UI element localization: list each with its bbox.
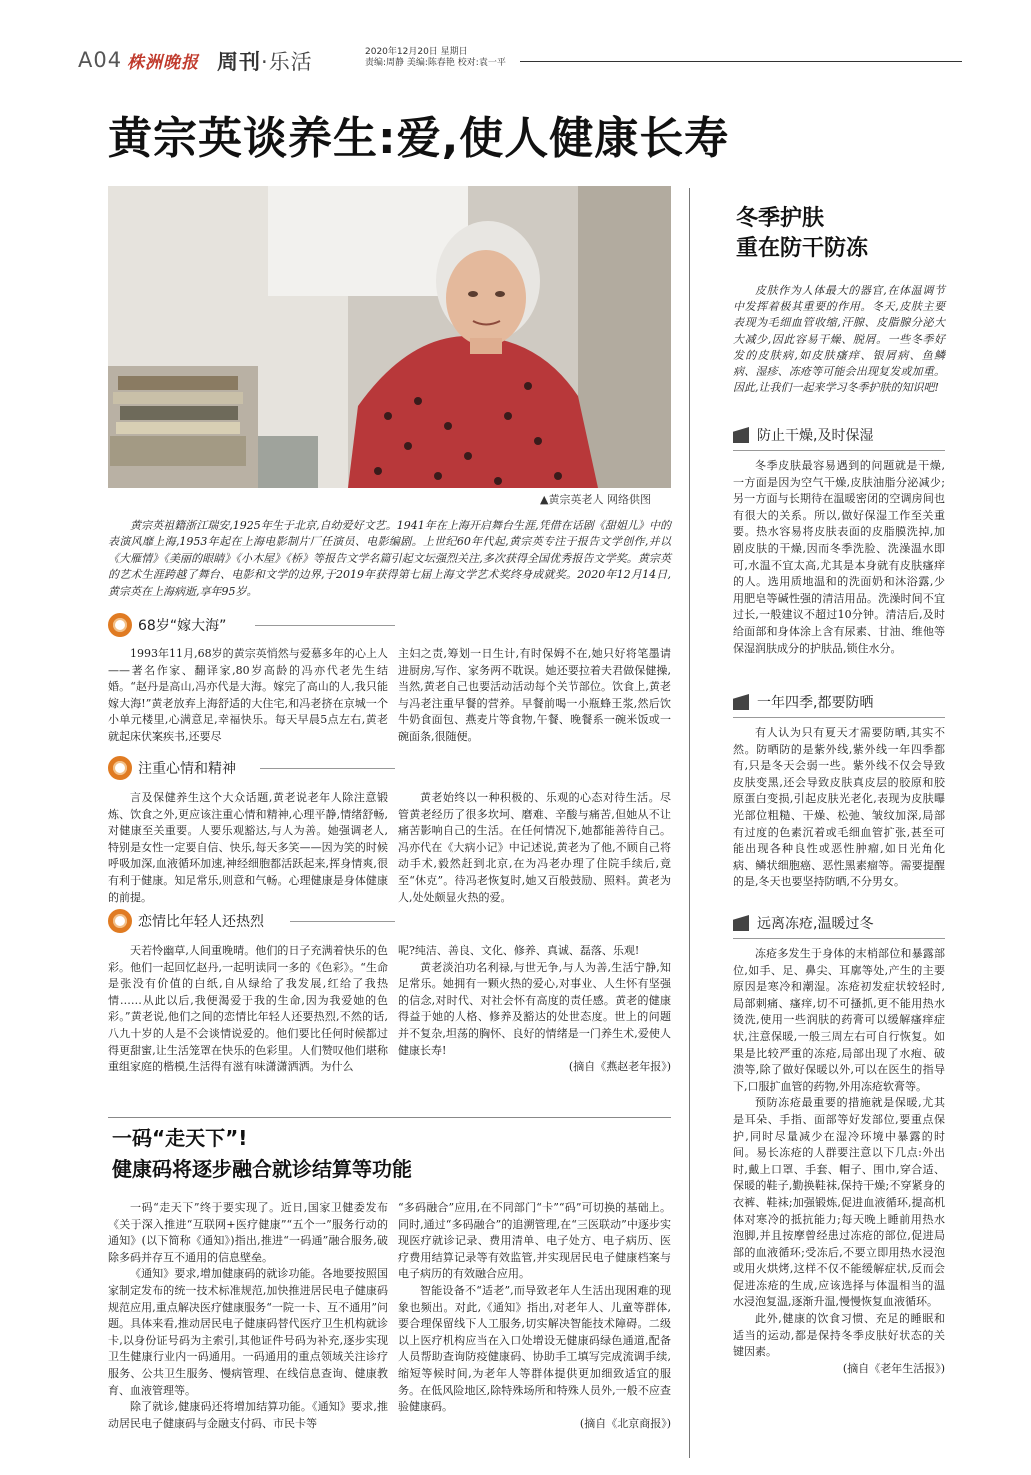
- issue-date: 2020年12月20日 星期日: [365, 47, 468, 57]
- sidebar-intro: 皮肤作为人体最大的器官,在体温调节中发挥着极其重要的作用。冬天,皮肤主要表现为毛细血管收缩,汗腺、皮脂腺分泌大大减少,因此容易干燥、脱屑。一些冬季好发的皮肤病,如皮肤瘙痒、银屑病、鱼鳞病、湿疹、冻疮等可能会出现复发或加重。因此,让我们一起来学习冬季护肤的知识吧!: [733, 284, 945, 395]
- date-staff-block: [365, 47, 506, 69]
- paragraph: 言及保健养生这个大众话题,黄老说老年人除注意锻炼、饮食之外,更应该注重心情和精神,心理平静,情绪舒畅,对健康至关重要。人要乐观豁达,与人为善。她强调老人,特别是女性一定要自信、快乐,每天多笑——因为笑的时候呼吸加深,血液循环加速,神经细胞都活跃起来,挥身情爽,很有利于健康。知足常乐,则意和气畅。心理健康是身体健康的前提。: [108, 791, 388, 904]
- paragraph: 黄老始终以一种积极的、乐观的心态对待生活。尽管黄老经历了很多坎坷、磨难、辛酸与痛苦,但她从不让痛苦影响自己的生活。在任何情况下,她都能善待自己。冯亦代在《大病小记》中记述说,黄老为了他,不顾自己将动手术,毅然赶到北京,在为冯老办理了住院手续后,竟至“休克”。待冯老恢复时,她又百般鼓励、照料。黄老为人,处处颇显火热的爱。: [398, 791, 671, 904]
- subhead-text: 68岁“嫁大海”: [138, 618, 227, 634]
- orange-ring-icon: [108, 613, 132, 637]
- main-headline: 黄宗英谈养生:爱,使人健康长寿: [108, 113, 730, 164]
- section3-left-column: [108, 943, 388, 1076]
- sidebar-title-line2: 重在防干防冻: [736, 235, 869, 261]
- paragraph: 智能设备不“适老”,而导致老年人生活出现困难的现象也频出。对此,《通知》指出,对老年人、儿童等群体,要合理保留线下人工服务,切实解决智能技术障碍。二级以上医疗机构应当在入口处增设无健康码绿色通道,配备人员帮助查询防疫健康码、协助手工填写完成流调手续,缩短等候时间,为老年人等群体提供更加细致适宜的服务。在低风险地区,除特殊场所和特殊人员外,一般不应查验健康码。: [398, 1283, 671, 1414]
- paragraph: 1993年11月,68岁的黄宗英悄然与爱慕多年的心上人——著名作家、翻译家,80岁高龄的冯亦代老先生结婚。“赵丹是高山,冯亦代是大海。嫁完了高山的人,我只能嫁大海!”黄老放弃上海舒适的大住宅,和冯老挤在京城一个小单元楼里,心满意足,幸福快乐。每天早晨5点左右,黄老就起床伏案疾书,还要尽: [108, 647, 388, 743]
- block-marker-icon: [733, 427, 749, 443]
- block-marker-icon: [733, 915, 749, 931]
- section-dot: ·: [261, 50, 269, 74]
- block-rule: [733, 717, 945, 718]
- staff-credits: 责编:周静 美编:陈春艳 校对:袁一平: [365, 58, 506, 68]
- block-rule: [733, 938, 945, 939]
- column-divider: [689, 188, 690, 1458]
- article2-headline-line2: 健康码将逐步融合就诊结算等功能: [112, 1157, 412, 1181]
- subhead-text: 恋情比年轻人还热烈: [138, 914, 264, 930]
- article2-right-column: [398, 1200, 671, 1432]
- paragraph: 主妇之责,筹划一日生计,有时保姆不在,她只好将笔墨请进厨房,写作、家务两不耽误。她还要拉着夫君做保健操,当然,黄老自己也要活动活动每个关节部位。饮食上,黄老与冯老注重早餐的营养。早餐前喝一小瓶蜂王浆,然后饮牛奶食面包、燕麦片等食物,午餐、晚餐系一碗米饭或一碗面条,很随便。: [398, 647, 671, 743]
- paragraph: 有人认为只有夏天才需要防晒,其实不然。防晒防的是紫外线,紫外线一年四季都有,只是冬天会弱一些。紫外线不仅会导致皮肤变黑,还会导致皮肤真皮层的胶原和胶原蛋白变损,引起皮肤光老化,表现为皮肤曝光部位粗糙、干燥、松弛、皱纹加深,局部有过度的色素沉着或毛细血管扩张,甚至可能出现各种良性或恶性肿瘤,如日光角化病、鳞状细胞癌、恶性黑素瘤等。需要提醒的是,冬天也要坚持防晒,不分男女。: [733, 726, 945, 889]
- moisture-text: [733, 458, 945, 657]
- article2-headline: [112, 1123, 412, 1185]
- paragraph: 天若怜幽草,人间重晚晴。他们的日子充满着快乐的色彩。他们一起回忆赵丹,一起明读同一多的《色彩》。“生命是张没有价值的白纸,自从绿给了我发展,红给了我热情……从此以后,我便渴爱于我的生命,因为我爱她的色彩。”黄老说,他们之间的恋情比年轻人还要热烈,不然的话,八九十岁的人是不会谈情说爱的。他们要比任何时候都过得更甜蜜,让生活笼罩在快乐的色彩里。人们赞叹他们堪称重组家庭的楷模,生活得有滋有味潇潇洒洒。为什么: [108, 944, 388, 1074]
- subhead-rule: [255, 625, 395, 626]
- subhead-rule: [260, 768, 395, 769]
- source-credit: (摘自《燕赵老年报》): [568, 1060, 671, 1074]
- block-head-moisture: [733, 424, 873, 446]
- subhead-text: 注重心情和精神: [138, 761, 236, 777]
- article-divider: [108, 1117, 671, 1118]
- block-rule: [733, 450, 945, 451]
- sidebar-title-line1: 冬季护肤: [736, 205, 825, 231]
- paragraph: “多码融合”应用,在不同部门“卡”“码”可切换的基础上。同时,通过“多码融合”的追溯管理,在“三医联动”中逐步实现医疗就诊记录、费用清单、电子处方、电子病历、医疗费用结算记录等有效监管,并实现居民电子健康档案与电子病历的有效融合应用。: [398, 1201, 671, 1281]
- portrait-photo: [108, 186, 671, 488]
- subhead-romance: [108, 908, 264, 934]
- block-title: 防止干燥,及时保湿: [757, 428, 874, 444]
- article2-left-column: [108, 1200, 388, 1432]
- paragraph: 冻疮多发生于身体的末梢部位和暴露部位,如手、足、鼻尖、耳廓等处,产生的主要原因是寒冷和潮湿。冻疮初发症状较轻时,局部刺痛、瘙痒,切不可搔抓,更不能用热水烫洗,使用一些润肤的药膏可以缓解瘙痒症状,注意保暖,一般三周左右可自行恢复。如果是比较严重的冻疮,局部出现了水疱、破溃等,除了做好保暖以外,可以在医生的指导下,口服扩血管的药物,外用冻疮软膏等。: [733, 947, 945, 1093]
- paragraph: 黄老淡泊功名利禄,与世无争,与人为善,生活宁静,知足常乐。她拥有一颗火热的爱心,对事业、人生怀有坚强的信念,对时代、对社会怀有高度的责任感。黄老的健康得益于她的人格、修养及豁达的处世态度。世上的问题并不复杂,坦荡的胸怀、良好的情绪是一门养生术,爱使人健康长寿!: [398, 960, 671, 1057]
- section1-right-column: [398, 646, 671, 746]
- paragraph: 预防冻疮最重要的措施就是保暖,尤其是耳朵、手指、面部等好发部位,要重点保护,同时尽量减少在湿冷环境中暴露的时间。易长冻疮的人群要注意以下几点:外出时,戴上口罩、手套、帽子、围巾,穿合适、保暖的鞋子,勤换鞋袜,保持干燥;不穿紧身的衣裤、鞋袜;加强锻炼,促进血液循环,提高机体对寒冷的抵抗能力;每天晚上睡前用热水泡脚,并且按摩曾经患过冻疮的部位,促进局部的血液循环;受冻后,不要立即用热水浸泡或用火烘烤,这样不仅不能缓解症状,反而会促进冻疮的生成,应该选择与体温相当的温水浸泡复温,逐渐升温,慢慢恢复血液循环。: [733, 1096, 945, 1309]
- paragraph: 除了就诊,健康码还将增加结算功能。《通知》要求,推动居民电子健康码与金融支付码、市民卡等: [108, 1400, 388, 1430]
- paper-logo: 株洲晚报: [127, 53, 199, 73]
- block-title: 一年四季,都要防晒: [757, 695, 874, 711]
- source-credit: (摘自《老年生活报》): [842, 1361, 945, 1375]
- block-marker-icon: [733, 694, 749, 710]
- bio-intro: 黄宗英祖籍浙江瑞安,1925年生于北京,自幼爱好文艺。1941年在上海开启舞台生涯,凭借在话剧《甜姐儿》中的表演风靡上海,1953年起在上海电影制片厂任演员、电影编剧。上世纪60年代起,黄宗英专注于报告文学创作,并以《大雁情》《美丽的眼睛》《小木屋》《桥》等报告文学名篇引起文坛强烈关注,多次获得全国优秀报告文学奖。黄宗英的艺术生涯跨越了舞台、电影和文学的边界,于2019年获得第七届上海文学艺术奖终身成就奖。2020年12月14日,黄宗英在上海病逝,享年95岁。: [108, 519, 671, 598]
- section1-left-column: [108, 646, 388, 746]
- paragraph: 呢?纯洁、善良、文化、修养、真诚、磊落、乐观!: [398, 944, 640, 957]
- portrait-illustration: [108, 186, 671, 488]
- paragraph: 《通知》要求,增加健康码的就诊功能。各地要按照国家制定发布的统一技术标准规范,加快推进居民电子健康码规范应用,重点解决医疗健康服务“一院一卡、互不通用”问题。具体来看,推动居民电子健康码替代医疗卫生机构就诊卡,以身份证号码为主索引,其他证件号码为补充,逐步实现卫生健康行业内一码通用。一码通用的重点领域关注诊疗服务、公共卫生服务、慢病管理、在线信息查询、健康教育、血液管理等。: [108, 1267, 388, 1397]
- section-sub: 乐活: [268, 50, 313, 74]
- paragraph: 此外,健康的饮食习惯、充足的睡眠和适当的运动,都是保持冬季皮肤好状态的关键因素。: [733, 1312, 945, 1359]
- section2-right-column: [398, 790, 671, 906]
- block-title: 远离冻疮,温暖过冬: [757, 916, 874, 932]
- orange-ring-icon: [108, 909, 132, 933]
- subhead-mood: [108, 755, 236, 781]
- sidebar-title: [736, 203, 868, 263]
- section-name: [217, 46, 313, 76]
- article2-headline-line1: 一码“走天下”!: [112, 1126, 248, 1150]
- subhead-rule: [290, 921, 395, 922]
- paragraph: 一码“走天下”终于要实现了。近日,国家卫健委发布《关于深入推进“互联网+医疗健康”“五个一”服务行动的通知》(以下简称《通知》)指出,推进“一码通”融合服务,破除多码并存互不通用的信息壁垒。: [108, 1201, 388, 1264]
- source-credit: (摘自《北京商报》): [579, 1416, 671, 1430]
- header-rule: [520, 61, 962, 62]
- section3-right-column: [398, 943, 671, 1076]
- block-head-sunscreen: [733, 691, 873, 713]
- photo-caption: ▲黄宗英老人 网络供图: [540, 493, 651, 506]
- frostbite-text: [733, 946, 945, 1377]
- block-head-frostbite: [733, 912, 873, 934]
- orange-ring-icon: [108, 756, 132, 780]
- page-number: A04: [78, 48, 123, 72]
- sunscreen-text: [733, 725, 945, 891]
- paragraph: 冬季皮肤最容易遇到的问题就是干燥,一方面是因为空气干燥,皮肤油脂分泌减少;另一方面与长期待在温暖密闭的空调房间也有很大的关系。所以,做好保湿工作至关重要。热水容易将皮肤表面的皮脂膜洗掉,加剧皮肤的干燥,因而冬季洗脸、洗澡温水即可,水温不宜太高,尤其是本身就有皮肤瘙痒的人。选用质地温和的洗面奶和沐浴露,少用肥皂等碱性强的清洁用品。洗澡时间不宜过长,一般建议不超过10分钟。清洁后,及时给面部和身体涂上含有尿素、甘油、维他等保湿润肤成分的护肤品,锁住水分。: [733, 459, 945, 655]
- section2-left-column: [108, 790, 388, 906]
- section-main: 周刊: [217, 50, 261, 74]
- subhead-68: [108, 612, 226, 638]
